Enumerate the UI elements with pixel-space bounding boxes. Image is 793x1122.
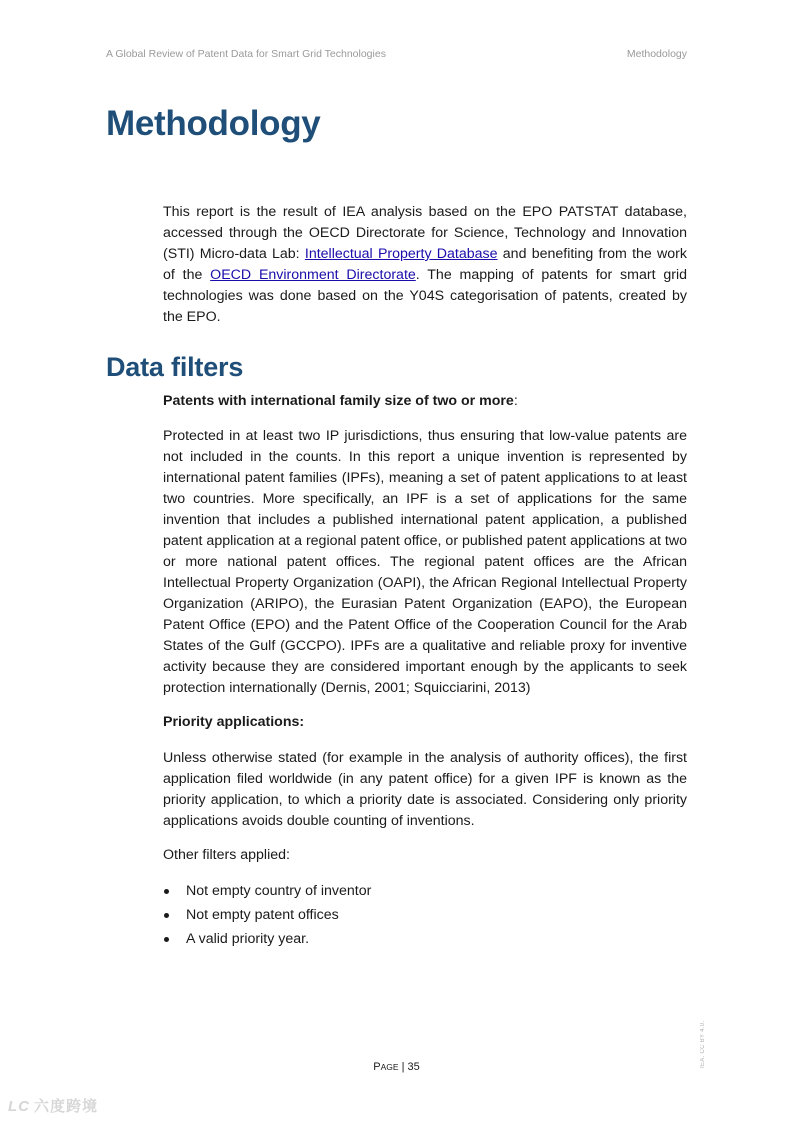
watermark xyxy=(8,1095,98,1116)
vertical-license-note: IEA. CC BY 4.0. xyxy=(700,1020,706,1068)
running-header-section: Methodology xyxy=(626,48,687,60)
intro-text-3: . The mapping of patents for smart grid technologies was done based on the Y04S categorisation of patents, created by the EPO. xyxy=(163,267,687,325)
list-item xyxy=(163,927,371,951)
watermark-text: 六度跨境 xyxy=(34,1098,99,1115)
list-item-text: Not empty patent offices xyxy=(186,907,339,923)
filter2-heading: Priority applications: xyxy=(163,714,305,730)
filter1-heading xyxy=(163,391,687,412)
watermark-logo-icon: LC xyxy=(8,1098,30,1115)
oecd-environment-directorate-link[interactable]: OECD Environment Directorate xyxy=(210,267,416,283)
bullet-icon xyxy=(164,913,169,918)
bullet-icon xyxy=(164,937,169,942)
list-item-text: Not empty country of inventor xyxy=(186,883,372,899)
filter1-body: Protected in at least two IP jurisdictions, thus ensuring that low-value patents are not included in the counts. In this report a unique invention is represented by international patent families (IPFs), meaning a set of patent applications to at least two countries. More specifically, an IPF is a set of applications for the same invention that includes a published international patent application, a published patent application at a regional patent office, or published patent applications at two or more national patent offices. The regional patent offices are the African Intellectual Property Organization (OAPI), the African Regional Intellectual Property Organization (ARIPO), the Eurasian Patent Organization (EAPO), the European Patent Office (EPO) and the Patent Office of the Cooperation Council for the Arab States of the Gulf (GCCPO). IPFs are a qualitative and reliable proxy for inventive activity because they are considered important enough by the applicants to seek protection internationally (Dernis, 2001; Squicciarini, 2013) xyxy=(163,428,687,696)
other-filters-list xyxy=(163,879,371,951)
section-heading-data-filters: Data filters xyxy=(106,352,244,382)
page-separator: | xyxy=(398,1061,408,1073)
page-title: Methodology xyxy=(106,104,321,143)
list-item xyxy=(163,903,371,927)
page-number: 35 xyxy=(407,1061,420,1073)
list-item-text: A valid priority year. xyxy=(186,931,310,947)
running-header-title: A Global Review of Patent Data for Smart Grid Technologies xyxy=(106,48,386,60)
page-word-rest: AGE xyxy=(380,1062,399,1072)
intro-text-2: and benefiting from the work of the xyxy=(163,246,687,283)
other-filters-intro: Other filters applied: xyxy=(163,847,290,863)
filter1-heading-text: Patents with international family size of two or more xyxy=(163,393,514,409)
filter2-body: Unless otherwise stated (for example in the analysis of authority offices), the first application filed worldwide (in any patent office) for a given IPF is known as the priority application, to which a priority date is associated. Considering only priority applications avoids double counting of inventions. xyxy=(163,750,687,829)
bullet-icon xyxy=(164,889,169,894)
intellectual-property-database-link[interactable]: Intellectual Property Database xyxy=(304,246,498,262)
page-word-first-letter: P xyxy=(373,1061,381,1073)
intro-text-1: This report is the result of IEA analysis based on the EPO PATSTAT database, accessed through the OECD Directorate for Science, Technology and Innovation (STI) Micro-data Lab: xyxy=(163,204,687,262)
page-footer xyxy=(0,1061,793,1073)
list-item xyxy=(163,879,371,903)
page-word xyxy=(373,1061,398,1073)
intro-paragraph xyxy=(163,202,687,328)
filter1-heading-colon: : xyxy=(513,393,518,409)
